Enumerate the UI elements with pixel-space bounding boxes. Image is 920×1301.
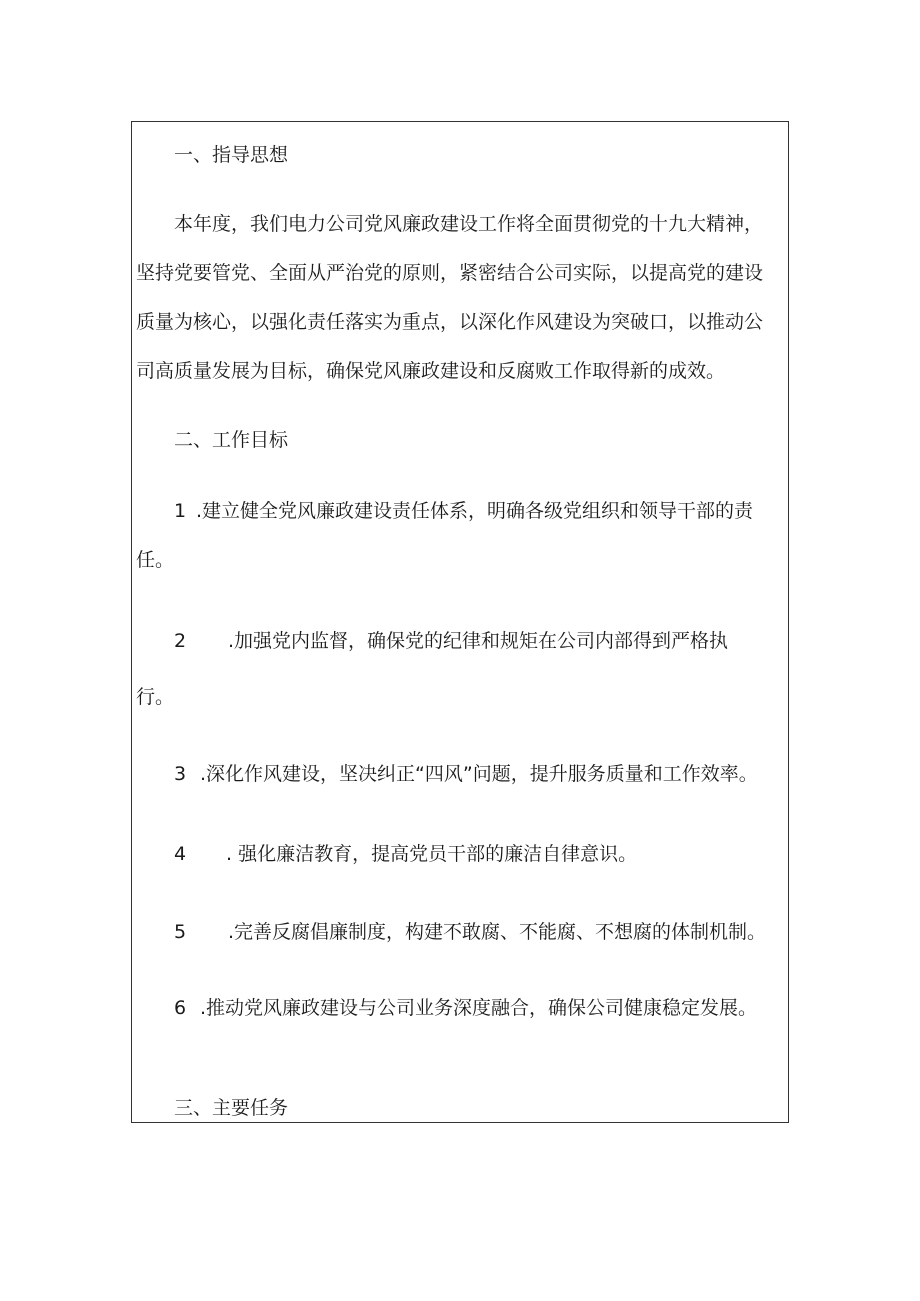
goal-3-number: 3 — [174, 763, 187, 785]
para1-line3: 质量为核心，以强化责任落实为重点，以深化作风建设为突破口，以推动公 — [136, 311, 764, 333]
section-heading-guiding-thought: 一、指导思想 — [174, 144, 289, 166]
section-heading-main-tasks: 三、主要任务 — [174, 1097, 289, 1119]
para1-line4: 司高质量发展为目标，确保党风廉政建设和反腐败工作取得新的成效。 — [136, 360, 726, 382]
section-heading-work-goals: 二、工作目标 — [174, 429, 289, 451]
goal-2-line1 — [174, 629, 728, 653]
goal-1-text: .建立健全党风廉政建设责任体系，明确各级党组织和领导干部的责 — [196, 500, 754, 522]
goal-4-number: 4 — [174, 843, 187, 865]
goal-4-text: . 强化廉洁教育，提高党员干部的廉洁自律意识。 — [226, 843, 638, 865]
goal-1-number: 1 — [174, 500, 187, 522]
goal-1-line1 — [174, 499, 753, 523]
goal-6-line1 — [174, 996, 757, 1020]
para1-line1: 本年度，我们电力公司党风廉政建设工作将全面贯彻党的十九大精神， — [174, 213, 764, 235]
goal-2-line2: 行。 — [136, 686, 175, 708]
goal-4-line1 — [174, 842, 637, 866]
goal-3-line1 — [174, 762, 758, 786]
goal-5-number: 5 — [174, 921, 187, 943]
goal-5-text: .完善反腐倡廉制度，构建不敢腐、不能腐、不想腐的体制机制。 — [228, 921, 767, 943]
goal-2-number: 2 — [174, 630, 187, 652]
goal-3-text: .深化作风建设，坚决纠正“四风”问题，提升服务质量和工作效率。 — [200, 763, 758, 785]
goal-6-text: .推动党风廉政建设与公司业务深度融合，确保公司健康稳定发展。 — [200, 997, 758, 1019]
para1-line2: 坚持党要管党、全面从严治党的原则，紧密结合公司实际，以提高党的建设 — [136, 262, 764, 284]
goal-6-number: 6 — [174, 997, 187, 1019]
goal-1-line2: 任。 — [136, 549, 175, 571]
goal-2-text: .加强党内监督，确保党的纪律和规矩在公司内部得到严格执 — [228, 630, 729, 652]
goal-5-line1 — [174, 920, 766, 944]
